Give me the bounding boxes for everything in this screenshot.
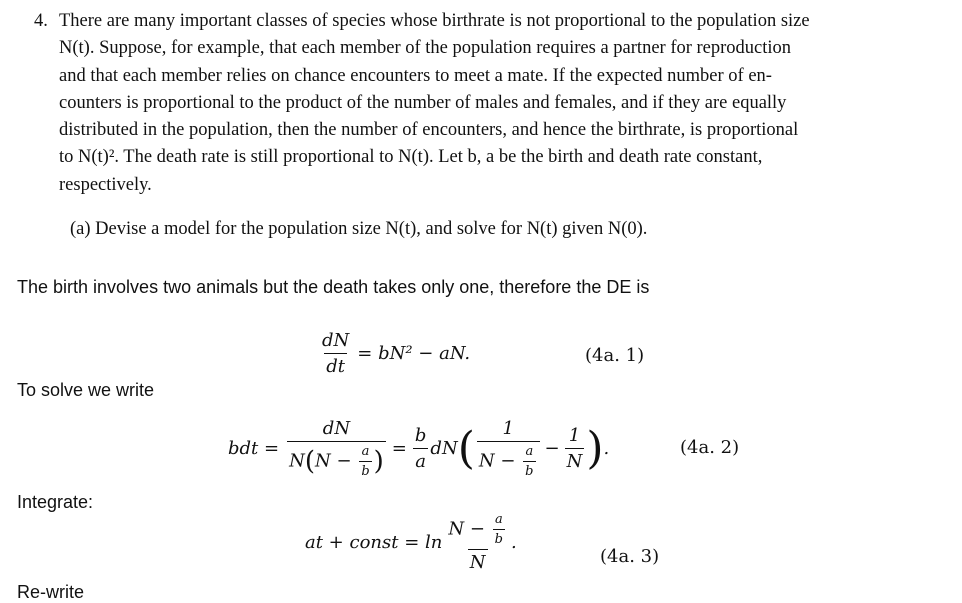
eq2-f1-paren-close: ) [373, 446, 384, 477]
eq2-f1-denominator [287, 441, 386, 479]
eq2-f2-numerator: b [414, 425, 427, 446]
eq2-fraction-g2 [565, 425, 585, 472]
problem-line-3: and that each member relies on chance encounters to meet a mate. If the expected number of en- [59, 65, 772, 86]
eq2-f1-den-N-inner: N [315, 450, 331, 472]
eq1-rhs: = bN² − aN. [357, 343, 471, 364]
eq2-period: . [603, 438, 610, 459]
eq1-numerator: dN [322, 330, 350, 351]
problem-line-2: N(t). Suppose, for example, that each member of the population requires a partner for reproduction [59, 38, 792, 59]
eq3-tag: (4a. 3) [600, 546, 660, 567]
eq2-g1-den-b: b [523, 461, 535, 479]
eq3-num-N: N − [448, 518, 485, 540]
equation-4a3 [305, 512, 517, 573]
eq3-num-b: b [493, 529, 505, 547]
eq2-equals: = [391, 438, 407, 459]
eq2-fraction-g1 [477, 418, 540, 479]
problem-number: 4. [34, 11, 48, 31]
eq2-g1-den-ab [523, 444, 535, 479]
eq2-big-paren-close: ) [586, 422, 604, 474]
eq3-fraction [446, 512, 509, 573]
eq2-f1-numerator: dN [322, 418, 351, 439]
eq2-g1-denominator [477, 441, 540, 479]
eq2-g1-den-N: N − [478, 450, 516, 472]
eq2-big-paren-open: ( [457, 422, 475, 474]
eq3-num-a: a [494, 512, 503, 527]
eq2-dN: dN [430, 438, 458, 459]
eq2-g2-numerator: 1 [568, 425, 581, 446]
eq2-f2-denominator: a [413, 448, 428, 472]
eq2-minus: − [544, 438, 560, 459]
problem-line-7: respectively. [59, 174, 152, 195]
problem-line-5: distributed in the population, then the number of encounters, and hence the birthrate, is proportional [59, 120, 799, 141]
eq2-f1-den-a: a [361, 444, 370, 459]
eq2-lhs: bdt = [228, 438, 280, 459]
solution-to-solve: To solve we write [17, 380, 155, 400]
eq3-period: . [510, 532, 517, 553]
eq3-num-ab [493, 512, 505, 547]
eq3-lhs: at + const = ln [305, 532, 443, 553]
eq2-f1-den-minus: − [336, 450, 352, 472]
eq1-tag: (4a. 1) [585, 345, 645, 366]
solution-integrate: Integrate: [17, 492, 94, 512]
problem-line-4: counters is proportional to the product of the number of males and females, and if they are equally [59, 92, 787, 113]
eq2-g2-denominator: N [565, 448, 585, 472]
eq2-fraction-ba [413, 425, 429, 472]
eq2-g1-numerator: 1 [502, 418, 514, 439]
eq2-f1-paren-open: ( [304, 446, 315, 477]
eq3-numerator [446, 512, 509, 549]
eq2-g1-den-a: a [525, 444, 534, 459]
solution-intro: The birth involves two animals but the death takes only one, therefore the DE is [17, 277, 650, 297]
eq2-f1-den-b: b [359, 461, 371, 479]
eq2-f1-den-N: N [289, 450, 305, 472]
equation-4a1 [318, 330, 470, 377]
eq1-lhs-fraction [320, 330, 351, 377]
problem-statement [34, 8, 944, 239]
problem-body [59, 8, 944, 199]
solution-rewrite: Re-write [17, 582, 85, 602]
eq2-fraction-1 [287, 418, 386, 479]
problem-part-a: (a) Devise a model for the population size N(t), and solve for N(t) given N(0). [70, 219, 648, 239]
problem-line-6: to N(t)². The death rate is still proportional to N(t). Let b, a be the birth and death rate constant, [59, 147, 763, 168]
eq3-denominator: N [468, 549, 488, 573]
eq2-f1-den-ab [359, 444, 371, 479]
eq2-tag: (4a. 2) [680, 437, 740, 458]
equation-4a2 [228, 418, 609, 479]
problem-line-1: There are many important classes of species whose birthrate is not proportional to the population size [59, 11, 810, 31]
eq1-denominator: dt [324, 353, 347, 377]
